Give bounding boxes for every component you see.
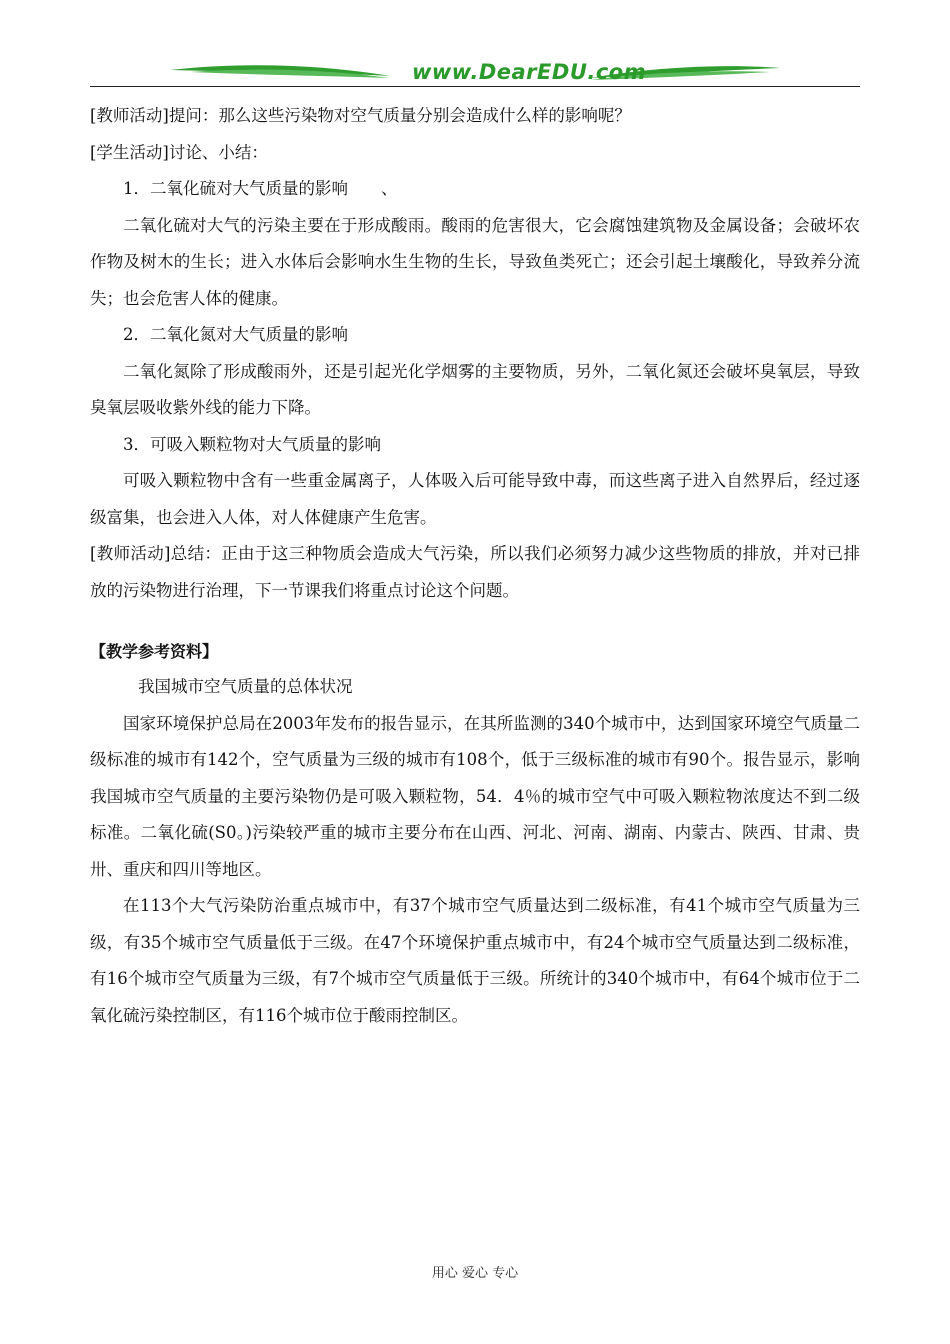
teacher-summary: [教师活动]总结：正由于这三种物质会造成大气污染，所以我们必须努力减少这些物质的排放，并对已排放的污染物进行治理，下一节课我们将重点讨论这个问题。: [90, 544, 860, 600]
section-heading-particulates: 3．可吸入颗粒物对大气质量的影响: [123, 434, 381, 454]
paragraph-no2: 二氧化氮除了形成酸雨外，还是引起光化学烟雾的主要物质，另外，二氧化氮还会破坏臭氧层，导致臭氧层吸收紫外线的能力下降。: [90, 361, 860, 417]
student-discussion: [学生活动]讨论、小结：: [90, 142, 268, 162]
header-rule: [90, 86, 860, 87]
page-footer: 用心 爱心 专心: [431, 1266, 519, 1281]
reference-heading: 【教学参考资料】: [90, 642, 219, 661]
paragraph-particulates: 可吸入颗粒物中含有一些重金属离子，人体吸入后可能导致中毒，而这些离子进入自然界后，经过逐级富集，也会进入人体，对人体健康产生危害。: [90, 471, 860, 527]
paragraph-so2: 二氧化硫对大气的污染主要在于形成酸雨。酸雨的危害很大，它会腐蚀建筑物及金属设备；会破坏农作物及树木的生长；进入水体后会影响水生生物的生长，导致鱼类死亡；还会引起土壤酸化，导致养分流失；也会危害人体的健康。: [90, 215, 860, 308]
section-heading-so2: 1．二氧化硫对大气质量的影响 、: [123, 179, 398, 198]
teacher-question: [教师活动]提问：那么这些污染物对空气质量分别会造成什么样的影响呢？: [90, 106, 631, 125]
reference-title: 我国城市空气质量的总体状况: [138, 677, 353, 696]
reference-paragraph-1: 国家环境保护总局在2003年发布的报告显示，在其所监测的340个城市中，达到国家环境空气质量二级标准的城市有142个，空气质量为三级的城市有108个，低于三级标准的城市有90个。报告显示，影响我国城市空气质量的主要污染物仍是可吸入颗粒物，54．4％的城市空气中可吸入颗粒物浓度达不到二级标准。二氧化硫(S0。)污染较严重的城市主要分布在山西、河北、河南、湖南、内蒙古、陕西、甘肃、贵卅、重庆和四川等地区。: [90, 713, 860, 879]
reference-paragraph-2: 在113个大气污染防治重点城市中，有37个城市空气质量达到二级标准，有41个城市空气质量为三级，有35个城市空气质量低于三级。在47个环境保护重点城市中，有24个城市空气质量达到二级标准，有16个城市空气质量为三级，有7个城市空气质量低于三级。所统计的340个城市中，有64个城市位于二氧化硫污染控制区，有116个城市位于酸雨控制区。: [90, 896, 860, 1025]
site-logo-text[interactable]: www.DearEDU.com: [412, 60, 647, 84]
section-heading-no2: 2．二氧化氮对大气质量的影响: [123, 325, 348, 344]
document-body: [90, 98, 860, 1034]
